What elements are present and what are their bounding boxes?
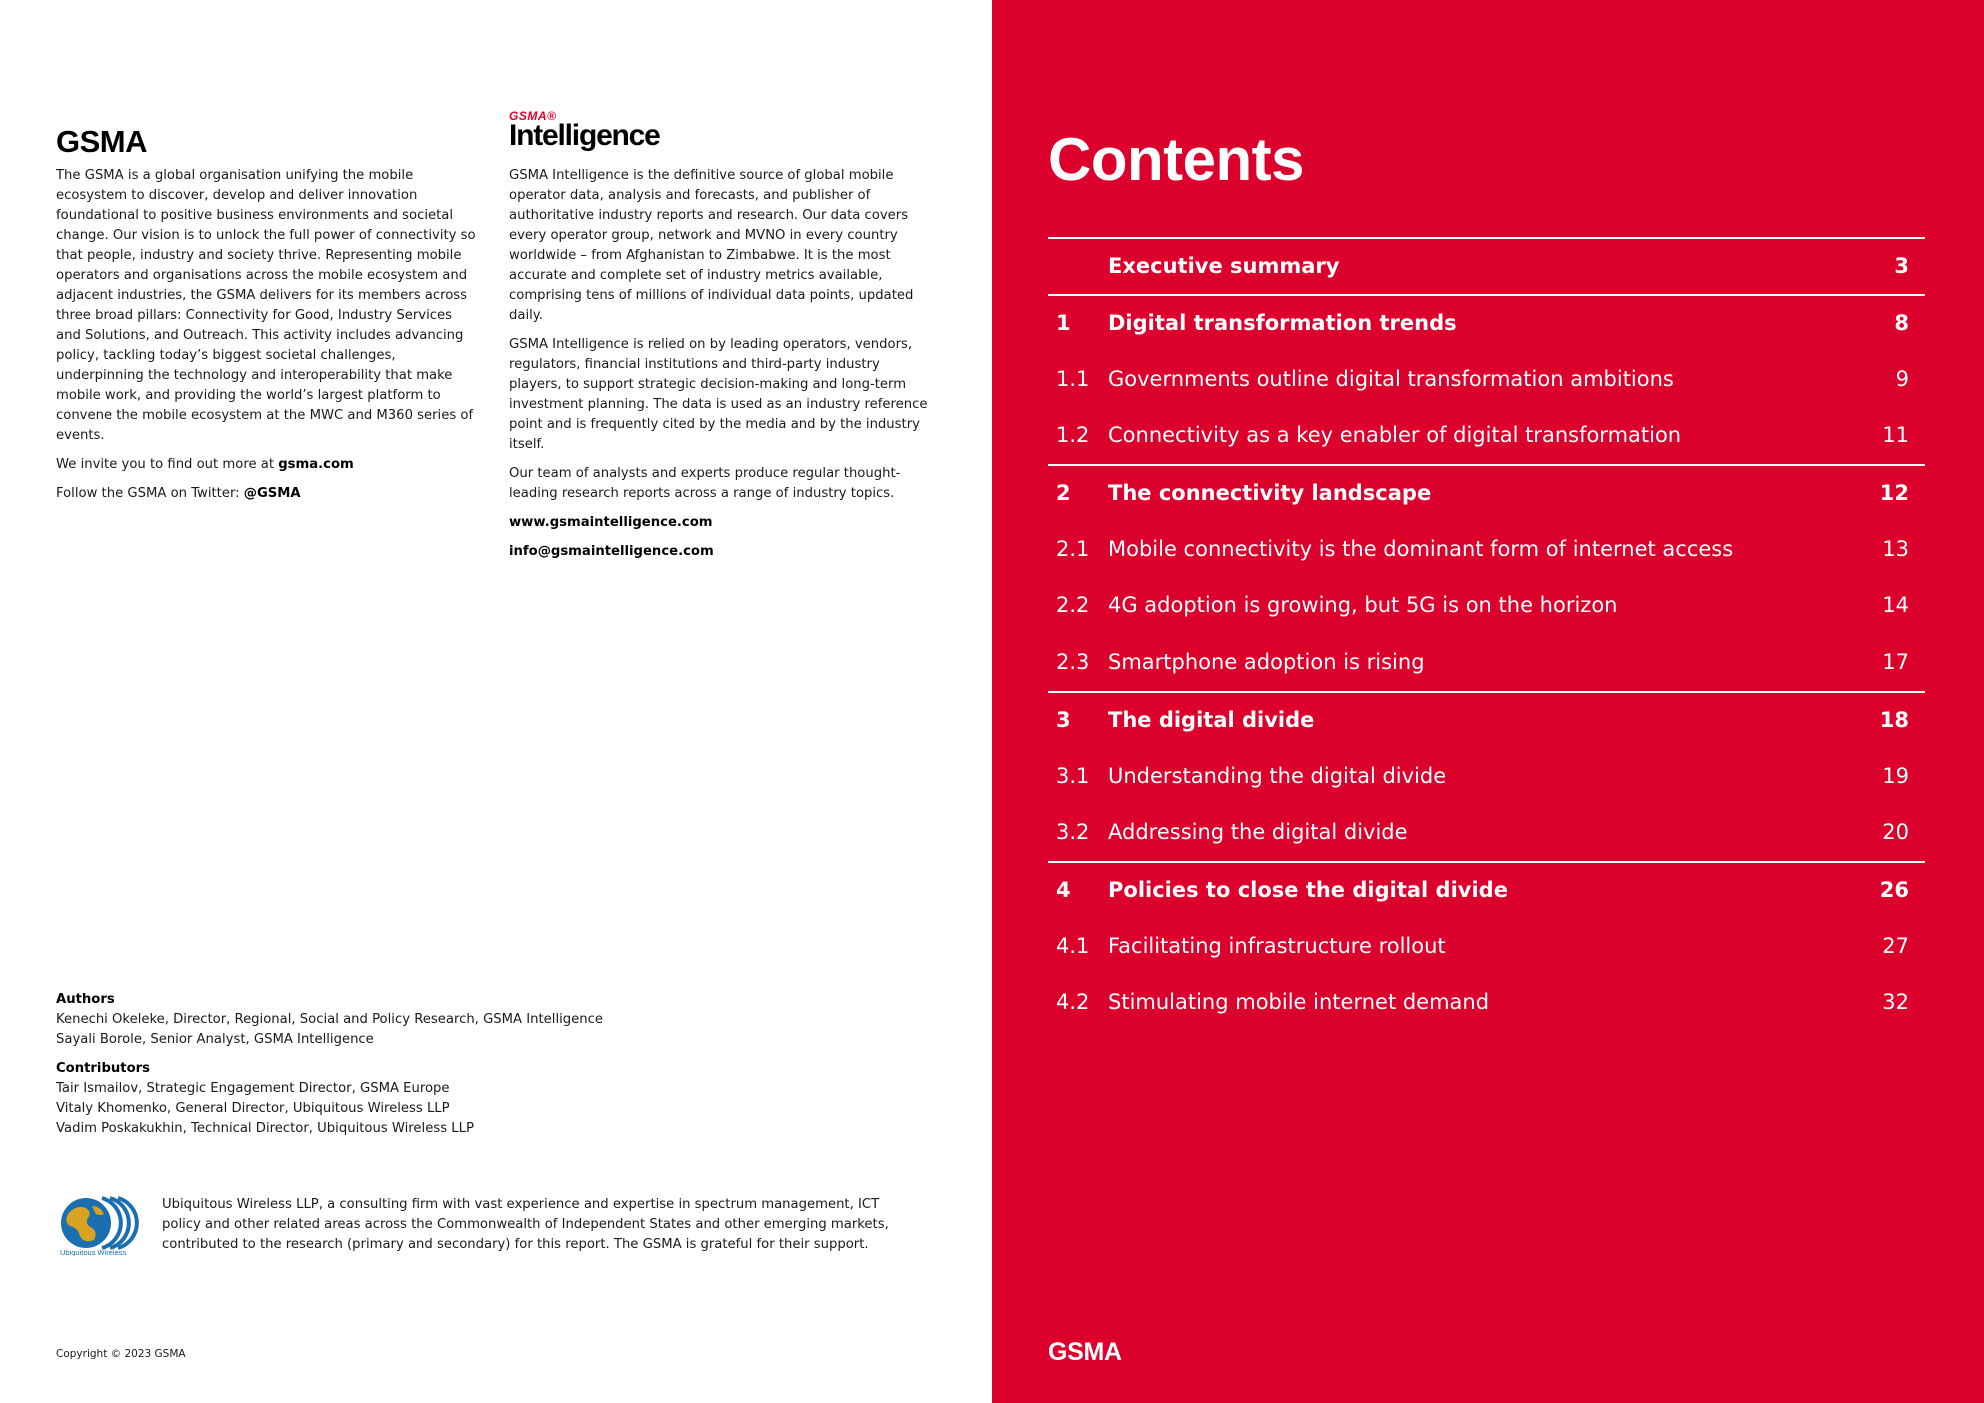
author-line: Sayali Borole, Senior Analyst, GSMA Intelligence <box>56 1032 374 1047</box>
toc-row[interactable] <box>1048 804 1925 861</box>
toc-section-title: Policies to close the digital divide <box>1108 877 1508 902</box>
intel-website-link[interactable]: www.gsmaintelligence.com <box>509 515 713 530</box>
toc-row[interactable] <box>1048 747 1925 804</box>
ubiquitous-wireless-acknowledgement: Ubiquitous Wireless LLP, a consulting firm with vast experience and expertise in spectrum management, ICT policy and other related areas across the Commonwealth of Independent States and other emerging markets, contributed to the research (primary and secondary) for this report. The GSMA is grateful for their support. <box>162 1197 889 1252</box>
toc-row[interactable] <box>1048 350 1925 407</box>
authors-block <box>56 990 756 1050</box>
gsma-website-link[interactable]: gsma.com <box>278 457 354 472</box>
toc-section-title: Mobile connectivity is the dominant form of internet access <box>1108 536 1734 561</box>
toc-section-title: Executive summary <box>1108 254 1340 279</box>
toc-section-title: Stimulating mobile internet demand <box>1108 990 1490 1015</box>
toc-row[interactable] <box>1048 294 1925 351</box>
author-line: Kenechi Okeleke, Director, Regional, Social and Policy Research, GSMA Intelligence <box>56 1012 603 1027</box>
contributors-heading: Contributors <box>56 1061 150 1076</box>
toc-page-number: 26 <box>1879 877 1909 902</box>
intel-logo-word: Intelligence <box>509 119 660 152</box>
authors-heading: Authors <box>56 992 115 1007</box>
gsma-invite-line <box>56 455 476 475</box>
toc-section-number: 2.3 <box>1056 650 1090 675</box>
gsma-footer-logo-text: GSMA <box>1048 1340 1122 1362</box>
gsma-follow-text: Follow the GSMA on Twitter: <box>56 486 244 501</box>
toc-row[interactable] <box>1048 407 1925 464</box>
toc-page-number: 8 <box>1894 311 1909 336</box>
toc-section-title: The connectivity landscape <box>1108 481 1432 506</box>
toc-section-number: 3 <box>1056 707 1071 732</box>
credits <box>56 990 756 1148</box>
toc-page-number: 17 <box>1882 650 1909 675</box>
toc-section-number: 3.1 <box>1056 763 1090 788</box>
toc-row[interactable] <box>1048 917 1925 974</box>
intel-logo-sup: GSMA® <box>509 109 557 123</box>
contributor-line: Vadim Poskakukhin, Technical Director, Ubiquitous Wireless LLP <box>56 1121 474 1136</box>
toc-section-number: 1.1 <box>1056 366 1090 391</box>
toc-section-title: Smartphone adoption is rising <box>1108 650 1425 675</box>
intel-paragraph-3: Our team of analysts and experts produce regular thought-leading research reports across a range of industry topics. <box>509 466 901 501</box>
gsma-about-column <box>56 166 476 513</box>
toc-section-title: The digital divide <box>1108 707 1315 732</box>
toc-row[interactable] <box>1048 577 1925 634</box>
toc-section-number: 4.2 <box>1056 990 1090 1015</box>
toc-page-number: 18 <box>1879 707 1909 732</box>
contributors-block <box>56 1059 756 1139</box>
gsma-intelligence-logo <box>509 110 660 151</box>
gsma-invite-text: We invite you to find out more at <box>56 457 279 472</box>
toc-section-title: Addressing the digital divide <box>1108 820 1408 845</box>
toc-section-title: Governments outline digital transformation ambitions <box>1108 366 1674 391</box>
contributor-line: Vitaly Khomenko, General Director, Ubiquitous Wireless LLP <box>56 1101 450 1116</box>
toc-row[interactable] <box>1048 691 1925 748</box>
right-page <box>992 0 1984 1403</box>
gsma-twitter-handle[interactable]: @GSMA <box>243 486 301 501</box>
toc-section-title: 4G adoption is growing, but 5G is on the horizon <box>1108 593 1618 618</box>
toc-section-number: 3.2 <box>1056 820 1090 845</box>
toc-section-title: Facilitating infrastructure rollout <box>1108 933 1446 958</box>
toc-page-number: 13 <box>1882 536 1909 561</box>
toc-section-title: Digital transformation trends <box>1108 311 1457 336</box>
table-of-contents <box>1048 237 1925 1031</box>
toc-section-number: 1 <box>1056 311 1071 336</box>
toc-page-number: 11 <box>1882 423 1909 448</box>
toc-section-number: 4 <box>1056 877 1071 902</box>
toc-row[interactable] <box>1048 520 1925 577</box>
toc-page-number: 14 <box>1882 593 1909 618</box>
toc-page-number: 27 <box>1882 933 1909 958</box>
toc-page-number: 20 <box>1882 820 1909 845</box>
toc-row[interactable] <box>1048 464 1925 521</box>
toc-row[interactable] <box>1048 237 1925 294</box>
toc-section-title: Understanding the digital divide <box>1108 763 1447 788</box>
intel-email-link[interactable]: info@gsmaintelligence.com <box>509 544 714 559</box>
ubiquitous-wireless-logo <box>56 1194 140 1256</box>
intel-paragraph-1: GSMA Intelligence is the definitive source of global mobile operator data, analysis and forecasts, and publisher of authoritative industry reports and research. Our data covers every operator group, network and MVNO in every country worldwide – from Afghanistan to Zimbabwe. It is the most accurate and complete set of industry metrics available, comprising tens of millions of individual data points, updated daily. <box>509 168 914 323</box>
toc-page-number: 32 <box>1882 990 1909 1015</box>
toc-row[interactable] <box>1048 861 1925 918</box>
toc-row[interactable] <box>1048 634 1925 691</box>
gsma-logo-text: GSMA <box>56 128 147 154</box>
toc-page-number: 9 <box>1895 366 1909 391</box>
toc-page-number: 12 <box>1879 481 1909 506</box>
gsma-footer-logo <box>1048 1340 1172 1360</box>
toc-row[interactable] <box>1048 974 1925 1031</box>
toc-section-number: 2 <box>1056 481 1071 506</box>
toc-section-title: Connectivity as a key enabler of digital transformation <box>1108 423 1682 448</box>
intel-paragraph-2: GSMA Intelligence is relied on by leading operators, vendors, regulators, financial institutions and third-party industry players, to support strategic decision-making and long-term investment planning. The data is used as an industry reference point and is frequently cited by the media and by the industry itself. <box>509 337 928 452</box>
gsma-about-paragraph: The GSMA is a global organisation unifying the mobile ecosystem to discover, develop and deliver innovation foundational to positive business environments and societal change. Our vision is to unlock the full power of connectivity so that people, industry and society thrive. Representing mobile operators and organisations across the mobile ecosystem and adjacent industries, the GSMA delivers for its members across three broad pillars: Connectivity for Good, Industry Services and Solutions, and Outreach. This activity includes advancing policy, tackling today’s biggest societal challenges, underpinning the technology and interoperability that make mobile work, and providing the world’s largest platform to convene the mobile ecosystem at the MWC and M360 series of events. <box>56 168 476 443</box>
copyright: Copyright © 2023 GSMA <box>56 1348 186 1360</box>
toc-page-number: 3 <box>1894 254 1909 279</box>
toc-section-number: 4.1 <box>1056 933 1090 958</box>
gsma-follow-line <box>56 484 476 504</box>
contents-title: Contents <box>1048 126 1304 193</box>
intel-about-column <box>509 166 934 571</box>
toc-section-number: 1.2 <box>1056 423 1090 448</box>
toc-section-number: 2.1 <box>1056 536 1090 561</box>
uw-logo-text: Ubiquitous Wireless <box>60 1248 127 1256</box>
toc-page-number: 19 <box>1882 763 1909 788</box>
contributor-line: Tair Ismailov, Strategic Engagement Director, GSMA Europe <box>56 1081 450 1096</box>
gsma-logo <box>56 128 202 154</box>
toc-section-number: 2.2 <box>1056 593 1090 618</box>
